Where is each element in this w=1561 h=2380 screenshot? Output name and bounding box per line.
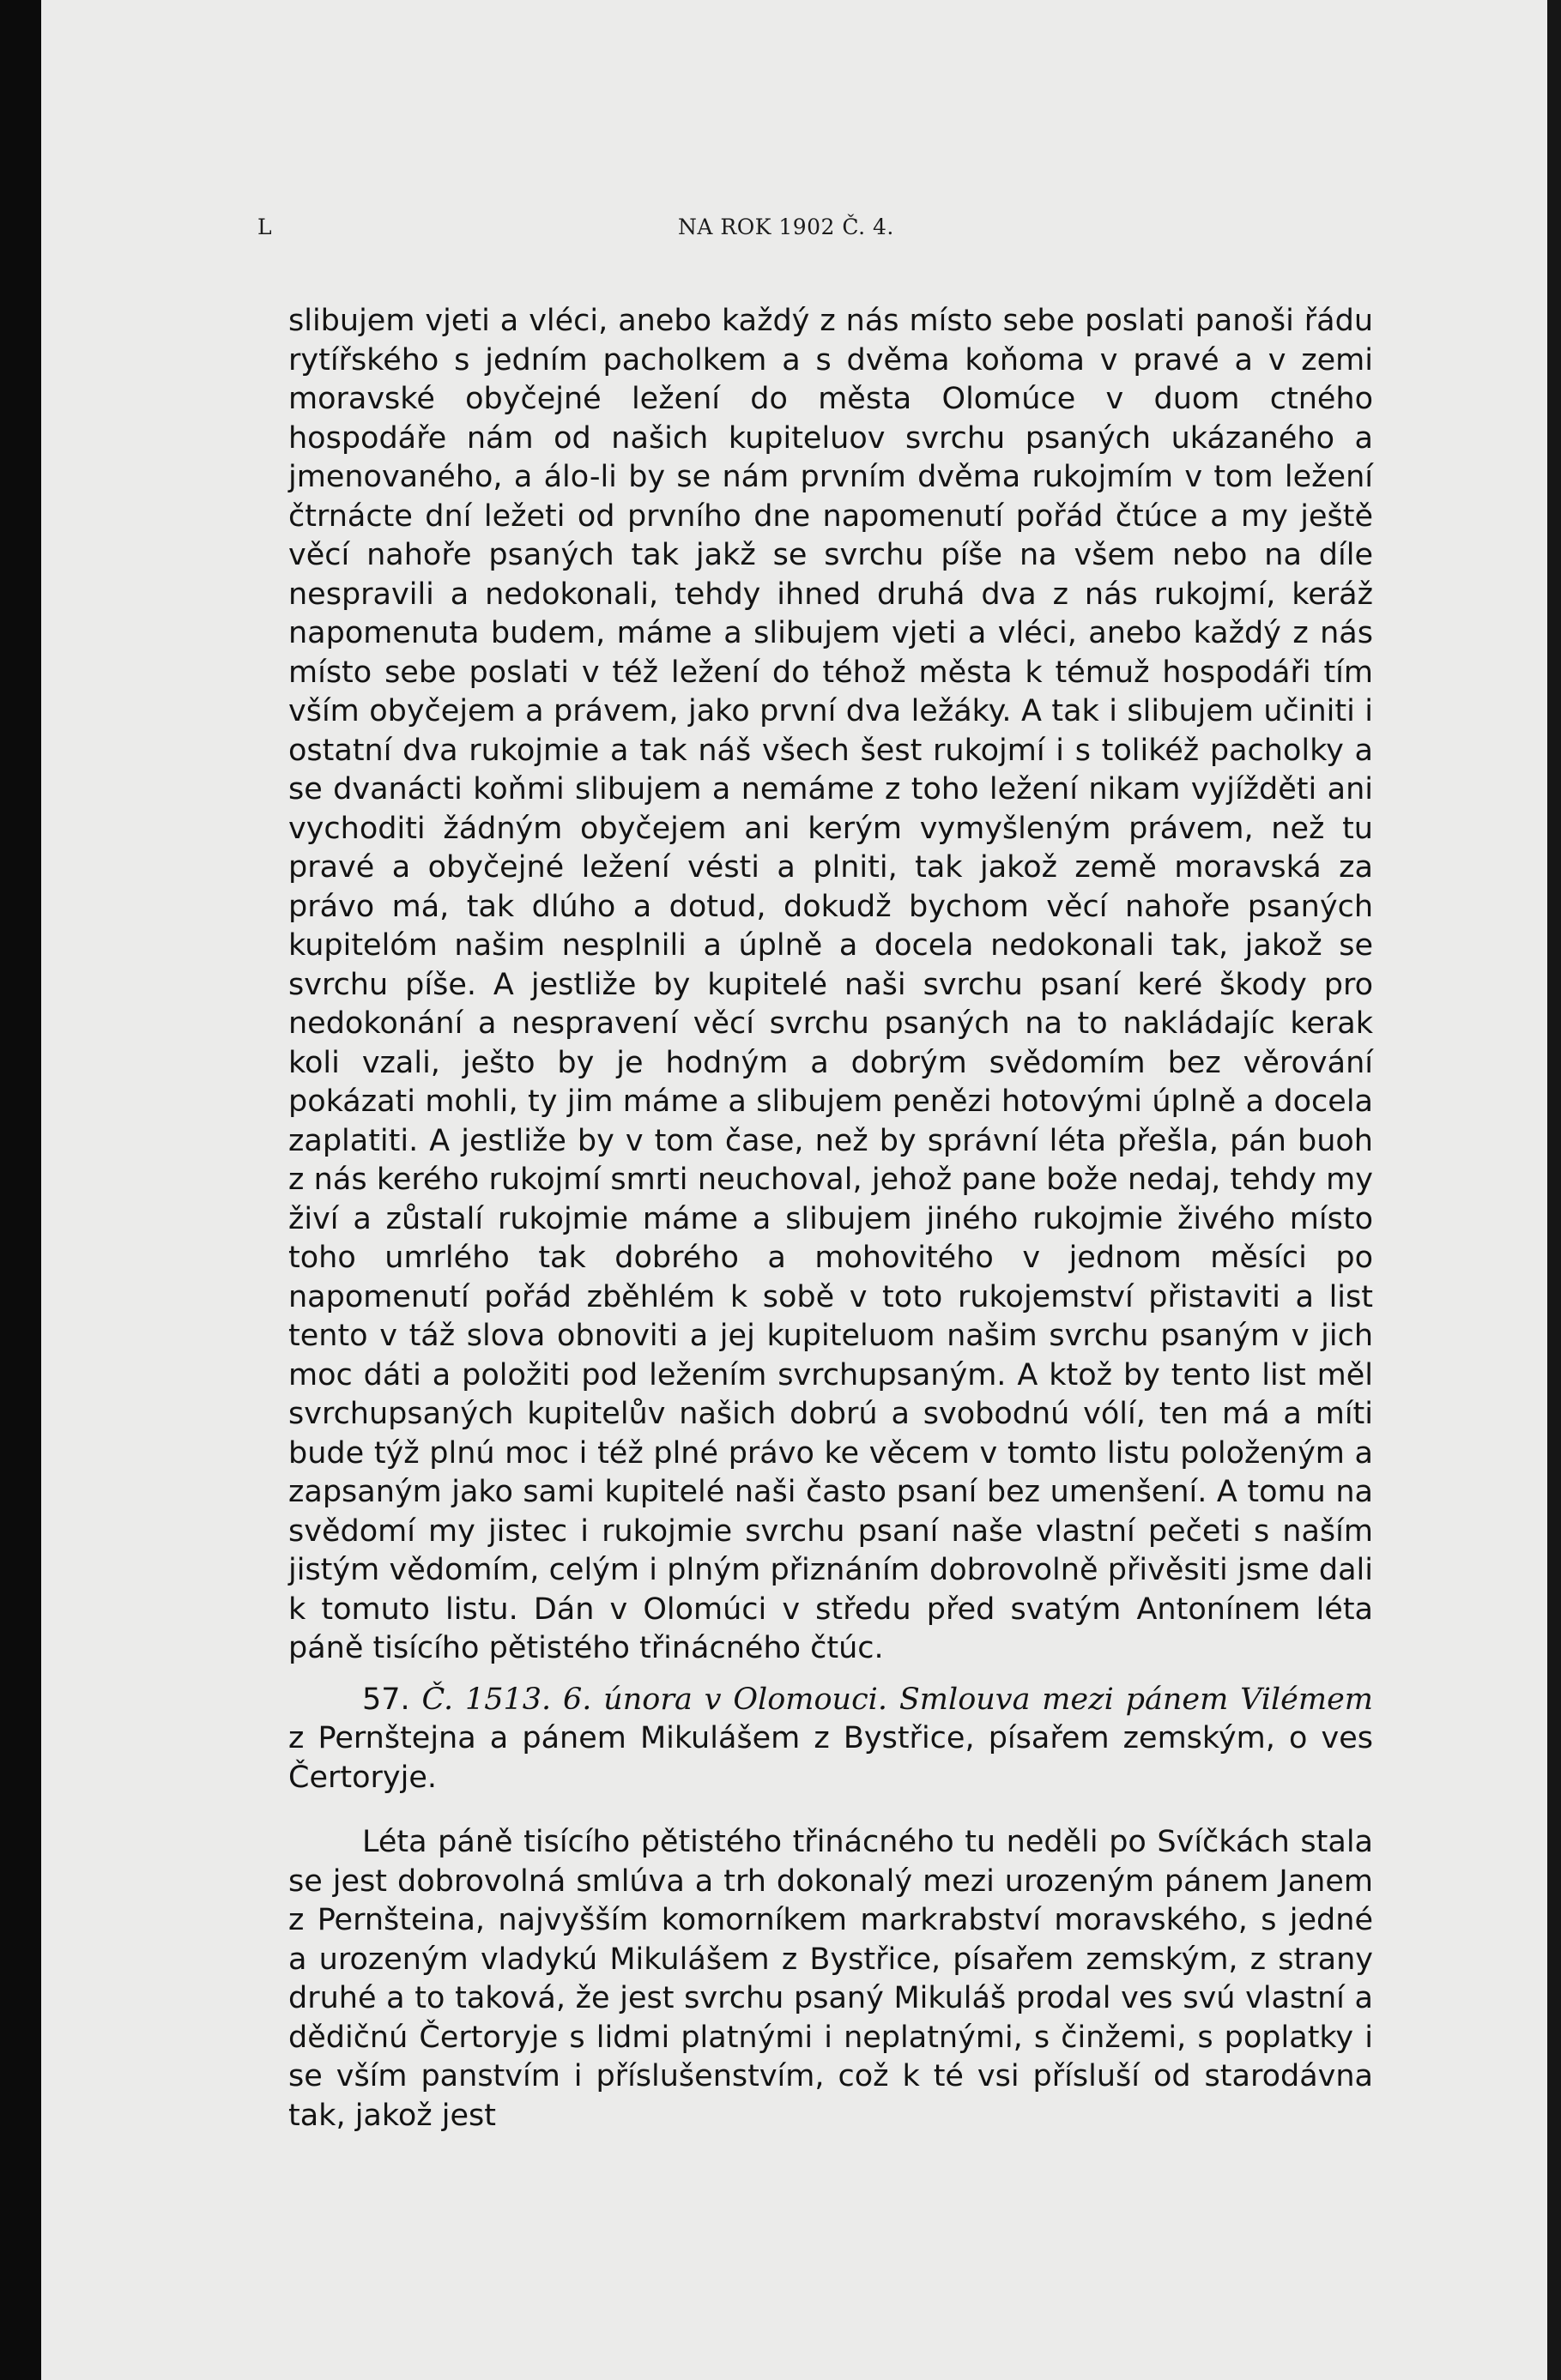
running-title: NA ROK 1902 Č. 4. bbox=[678, 214, 894, 239]
heading-letter: Č. bbox=[421, 1682, 454, 1717]
body-text bbox=[288, 302, 1373, 2135]
heading-number: 57. bbox=[362, 1682, 410, 1717]
document-heading bbox=[288, 1681, 1373, 1798]
document-page bbox=[41, 0, 1547, 2380]
page-header bbox=[41, 214, 1547, 249]
scan-edge bbox=[1547, 0, 1561, 2380]
heading-title: Smlouva mezi pánem Vilémem bbox=[898, 1682, 1373, 1717]
paragraph-charter-continuation: slibujem vjeti a vléci, anebo každý z nás místo sebe poslati panoši řádu rytířského s jedním pacholkem a s dvěma koňoma v pravé a v zemi moravské obyčejné ležení do města Olomúce v duom ctného hospodáře nám od našich kupiteluov svrchu psaných ukázaného a jmenovaného, a álo-li by se nám prvním dvěma rukojmím v tom ležení čtrnácte dní ležeti od prvního dne napomenutí pořád čtúce a my ještě věcí nahoře psaných tak jakž se svrchu píše na všem nebo na díle nespravili a nedokonali, tehdy ihned druhá dva z nás rukojmí, keráž napomenuta budem, máme a slibujem vjeti a vléci, anebo každý z nás místo sebe poslati v též ležení do téhož města k témuž hospodáři tím vším obyčejem a právem, jako první dva ležáky. A tak i slibujem učiniti i ostatní dva rukojmie a tak náš všech šest rukojmí i s tolikéž pacholky a se dvanácti koňmi slibujem a nemáme z toho ležení nikam vyjížděti ani vychoditi žádným obyčejem ani kerým vymyšleným právem, než tu pravé a obyčejné ležení vésti a plniti, tak jakož země moravská za právo má, tak dlúho a dotud, dokudž bychom věcí nahoře psaných kupitelóm našim nesplnili a úplně a docela nedokonali tak, jakož se svrchu píše. A jestliže by kupitelé naši svrchu psaní keré škody pro nedokonání a nespravení věcí svrchu psaných na to nakládajíc kerak koli vzali, ješto by je hodným a dobrým svědomím bez věrování pokázati mohli, ty jim máme a slibujem penězi hotovými úplně a docela zaplatiti. A jestliže by v tom čase, než by správní léta přešla, pán buoh z nás keréhо rukojmí smrti neuchoval, jehož pane bože nedaj, tehdy my živí a zůstalí rukojmie máme a slibujem jiného rukojmie živého místo toho umrlého tak dobrého a mohovitého v jednom měsíci po napomenutí pořád zběhlém k sobě v toto rukojemství přistaviti a list tento v táž slova obnoviti a jej kupiteluom našim svrchu psaným v jich moc dáti a položiti pod ležením svrchupsaným. A ktož by tento list měl svrchupsaných kupitelův našich dobrú a svobodnú vólí, ten má a míti bude týž plnú moc i též plné právo ke věcem v tomto listu položeným a zapsaným jako sami kupitelé naši často psaní bez umenšení. A tomu na svědomí my jistec i rukojmie svrchu psaní naše vlastní pečeti s naším jistým vědomím, celým i plným přiznáním dobrovolně přivěsiti jsme dali k tomuto listu. Dán v Olomúci v středu před svatým Antonínem léta páně tisícího pětistého třinácného čtúc. bbox=[288, 304, 1373, 1665]
paragraph-contract: Léta páně tisícího pětistého třinácného tu neděli po Svíčkách stala se jest dobrovolná smlúva a trh dokonalý mezi urozeným pánem Janem z Pernšteina, najvyšším komorníkem markrabství moravského, s jedné a urozeným vladykú Mikulášem z Bystřice, písařem zemským, z strany druhé a to taková, že jest svrchu psaný Mikuláš prodal ves svú vlastní a dědičnú Čertoryje s lidmi platnými i neplatnými, s činžemi, s poplatky i se vším panstvím i příslušenstvím, což k té vsi přísluší od starodávna tak, jakož jest bbox=[288, 1825, 1373, 2133]
page-number: L bbox=[257, 214, 272, 239]
heading-rest: z Pernštejna a pánem Mikulášem z Bystřice, písařem zemským, o ves Čertoryje. bbox=[288, 1721, 1373, 1795]
heading-date: 1513. 6. února v Olomouci. bbox=[464, 1682, 888, 1717]
